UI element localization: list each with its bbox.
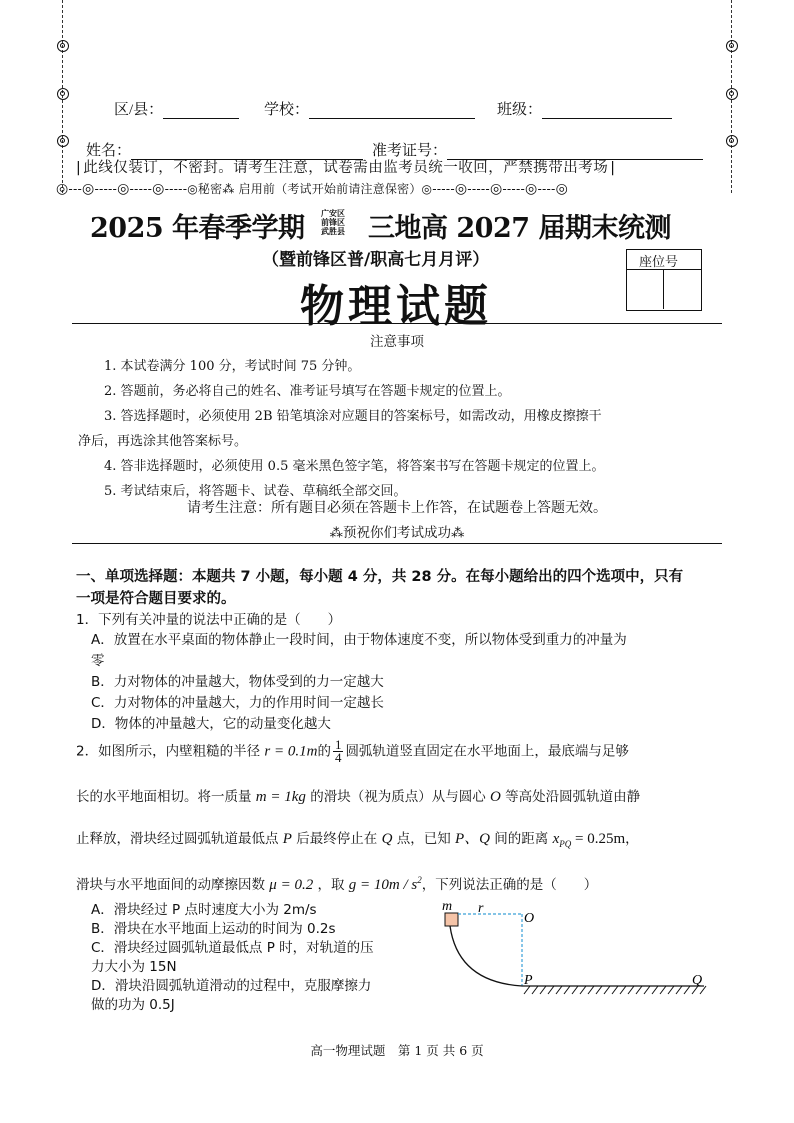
notes-list [78, 354, 728, 504]
q2-text: 的滑块（视为质点）从与圆心 [310, 789, 486, 805]
label-q: Q [692, 973, 703, 988]
option-d-cont: 做的功为 0.5J [91, 997, 175, 1013]
seat-label: 座位号 [639, 255, 679, 270]
q2-text: 圆弧轨道竖直固定在水平地面上，最底端与足够 [345, 743, 629, 760]
label-r: r [478, 901, 484, 916]
district-label: 区/县： [114, 102, 164, 118]
district-name: 广安区 [321, 208, 345, 218]
q2-math: P [282, 831, 292, 847]
ring-icon [57, 135, 69, 147]
q2-text: 止释放，滑块经过圆弧轨道最低点 [76, 831, 279, 847]
q2-math: r = 0.1m [264, 743, 318, 760]
q2-text: ， [625, 831, 639, 847]
class-field [497, 98, 672, 119]
quarter-arc [450, 926, 522, 986]
notes-warning: 请考生注意：所有题目必须在答题卡上作答，在试题卷上答题无效。 [187, 500, 607, 516]
section-heading-line: 一项是符合题目要求的。 [76, 591, 236, 607]
page-footer: 高一物理试题 第 1 页 共 6 页 [310, 1043, 484, 1058]
district-field [114, 98, 239, 119]
school-blank[interactable] [309, 104, 475, 119]
ring-icon [726, 135, 738, 147]
label-o: O [524, 911, 535, 926]
divider [72, 543, 722, 544]
q2-math-g: g = 10m / s [348, 877, 418, 893]
question-2-line4 [76, 870, 597, 896]
q2-text: ，取 [317, 877, 345, 893]
q2-text: 的 [317, 743, 331, 760]
notes-item: 3. 答选择题时，必须使用 2B 铅笔填涂对应题目的答案标号，如需改动，用橡皮擦擦干 [104, 409, 602, 424]
district-name: 武胜县 [321, 226, 345, 236]
option-a-cont: 零 [91, 653, 105, 669]
question-2-options [91, 901, 441, 1015]
q2-math: P、Q [455, 831, 490, 847]
section-heading [76, 566, 683, 610]
ring-icon [726, 40, 738, 52]
q2-text: 2．如图所示，内壁粗糙的半径 [76, 743, 261, 760]
question-2-line3 [76, 829, 639, 855]
district-blank[interactable] [163, 104, 239, 119]
cut-line-notice: |此线仅装订，不密封。请考生注意，试卷需由监考员统一收回，严禁携带出考场| [74, 160, 618, 176]
q2-math: O [490, 789, 501, 805]
district-stack [321, 209, 345, 236]
option-b[interactable]: B．力对物体的冲量越大，物体受到的力一定越大 [91, 674, 384, 690]
q2-text: 间的距离 [494, 831, 549, 847]
fraction-num: 1 [334, 737, 342, 752]
class-blank[interactable] [542, 104, 672, 119]
ground-hatching [524, 986, 706, 994]
title-year: 2025 年春季学期 [90, 213, 305, 244]
q2-math [553, 831, 626, 847]
seal-separator: ◎---◎-----◎-----◎-----◎秘密⁂ 启用前（考试开始前请注意保密）◎-----◎-----◎-----◎----◎ [56, 181, 568, 197]
question-1-options [91, 630, 731, 735]
school-field [264, 98, 475, 119]
ring-icon [57, 40, 69, 52]
q2-math-sup: 2 [417, 875, 422, 885]
secret-label: ◎秘密⁂ 启用前（考试开始前请注意保密）◎ [187, 182, 433, 196]
q2-text: 后最终停止在 [296, 831, 378, 847]
question-2-line2 [76, 787, 640, 808]
slider-block [445, 913, 458, 926]
option-a[interactable]: A．滑块经过 P 点时速度大小为 2m/s [91, 902, 317, 918]
label-m: m [442, 899, 453, 914]
notes-item: 1. 本试卷满分 100 分，考试时间 75 分钟。 [104, 359, 361, 374]
question-stem: 1．下列有关冲量的说法中正确的是（ ） [76, 612, 342, 628]
option-c[interactable]: C．滑块经过圆弧轨道最低点 P 时，对轨道的压 [91, 940, 374, 956]
notes-wish: ⁂预祝你们考试成功⁂ [329, 525, 465, 541]
exam-number-label: 准考证号： [372, 143, 448, 159]
q2-math: m = 1kg [255, 789, 306, 805]
option-c[interactable]: C．力对物体的冲量越大，力的作用时间一定越长 [91, 695, 384, 711]
notes-heading: 注意事项 [370, 334, 424, 350]
seat-box-divider [663, 269, 664, 309]
q2-text: 滑块与水平地面间的动摩擦因数 [76, 877, 265, 893]
school-label: 学校： [264, 102, 310, 118]
option-c-cont: 力大小为 15N [91, 959, 177, 975]
option-b[interactable]: B．滑块在水平地面上运动的时间为 0.2s [91, 921, 336, 937]
exam-title [90, 206, 305, 245]
q2-math-var: x [552, 831, 560, 847]
q2-text: 点，已知 [396, 831, 451, 847]
subject-title: 物理试题 [300, 281, 492, 332]
q2-math: Q [381, 831, 393, 847]
q2-math: μ = 0.2 [269, 877, 314, 893]
section-heading-line: 一、单项选择题：本题共 7 小题，每小题 4 分，共 28 分。在每小题给出的四个选项中，只有 [76, 569, 684, 585]
class-label: 班级： [497, 102, 543, 118]
q2-math [349, 877, 422, 893]
fraction-den: 4 [334, 750, 342, 765]
q2-text: 等高处沿圆弧轨道由静 [505, 789, 641, 805]
question-2-line1 [76, 739, 629, 764]
label-p: P [524, 973, 533, 988]
notes-item: 2. 答题前，务必将自己的姓名、准考证号填写在答题卡规定的位置上。 [104, 384, 511, 399]
q2-text: 长的水平地面相切。将一质量 [76, 789, 252, 805]
notes-item: 净后，再选涂其他答案标号。 [78, 434, 248, 449]
q2-math-val: = 0.25m [571, 831, 626, 847]
q2-text: ，下列说法正确的是（ ） [421, 877, 598, 893]
q2-math-sub: PQ [559, 839, 572, 849]
district-name: 前锋区 [321, 217, 345, 227]
exam-subtitle: （暨前锋区普/职高七月月评） [262, 250, 490, 270]
question-1 [76, 610, 341, 631]
option-d[interactable]: D．物体的冲量越大，它的动量变化越大 [91, 716, 331, 732]
notes-item: 5. 考试结束后，将答题卡、试卷、草稿纸全部交回。 [104, 484, 407, 499]
option-d[interactable]: D．滑块沿圆弧轨道滑动的过程中，克服摩擦力 [91, 978, 372, 994]
ring-icon [57, 88, 69, 100]
notes-item: 4. 答非选择题时，必须使用 0.5 毫米黑色签字笔，将答案书写在答题卡规定的位置上。 [104, 459, 605, 474]
ring-icon [726, 88, 738, 100]
divider [72, 323, 722, 324]
arc-track-figure [436, 898, 726, 1008]
quarter-fraction [333, 739, 344, 764]
option-a[interactable]: A．放置在水平桌面的物体静止一段时间，由于物体速度不变，所以物体受到重力的冲量为 [91, 632, 627, 648]
name-label: 姓名： [86, 143, 132, 159]
title-grade: 三地高 2027 届期末统测 [368, 213, 671, 244]
